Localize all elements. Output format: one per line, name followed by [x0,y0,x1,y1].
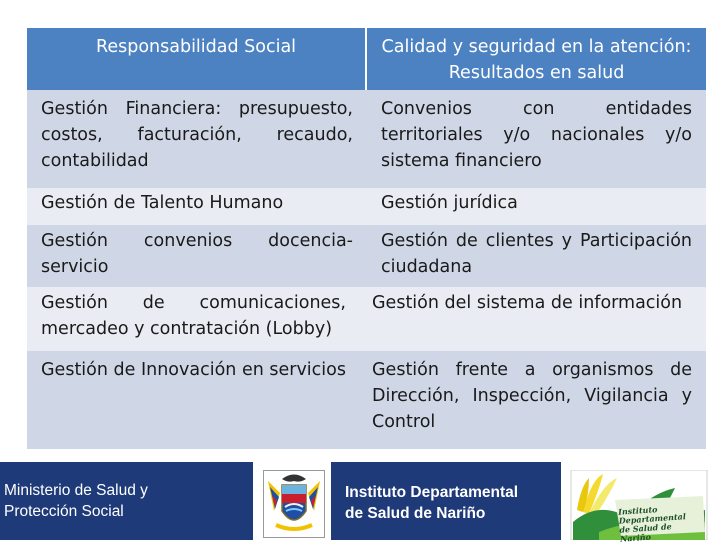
ministry-name-line-1: Ministerio de Salud y [4,482,148,499]
table-cell: Gestión frente a organismos de Dirección, Inspección, Vigilancia y Control [360,351,706,449]
footer-banner [0,462,720,544]
table-cell: Gestión Financiera: presupuesto, costos, facturación, recaudo, contabilidad [27,90,367,188]
table-cell: Gestión convenios docencia-servicio [27,225,367,287]
table-header-row [27,28,706,90]
header-cell-social-responsibility: Responsabilidad Social [27,28,367,90]
institute-name-line-1: Instituto Departamental [345,484,519,501]
header-cell-quality-safety: Calidad y seguridad en la atención: Resultados en salud [367,28,706,90]
table-cell: Gestión jurídica [367,188,706,225]
table-row [27,225,706,287]
institute-name-line-2: de Salud de Nariño [345,505,486,522]
table-cell: Gestión de clientes y Participación ciudadana [367,225,706,287]
colombia-coat-of-arms-icon [263,470,325,538]
table-cell: Gestión del sistema de información [360,287,706,351]
responsibility-table [27,28,706,449]
ministry-name [4,480,148,522]
ministry-label-box [0,462,253,540]
table-cell: Gestión de Talento Humano [27,188,367,225]
table-row [27,188,706,225]
table-cell: Convenios con entidades territoriales y/o nacionales y/o sistema financiero [367,90,706,188]
institute-logo [569,470,709,544]
table-row [27,90,706,188]
table-cell: Gestión de comunicaciones, mercadeo y contratación (Lobby) [27,287,360,351]
table-row [27,351,706,449]
institute-label-box [331,462,561,540]
ministry-name-line-2: Protección Social [4,503,124,520]
institute-logo-text: Instituto Departamental de Salud de Nariño [617,504,687,544]
table-cell: Gestión de Innovación en servicios [27,351,360,449]
institute-name [345,482,518,524]
table-row [27,287,706,351]
